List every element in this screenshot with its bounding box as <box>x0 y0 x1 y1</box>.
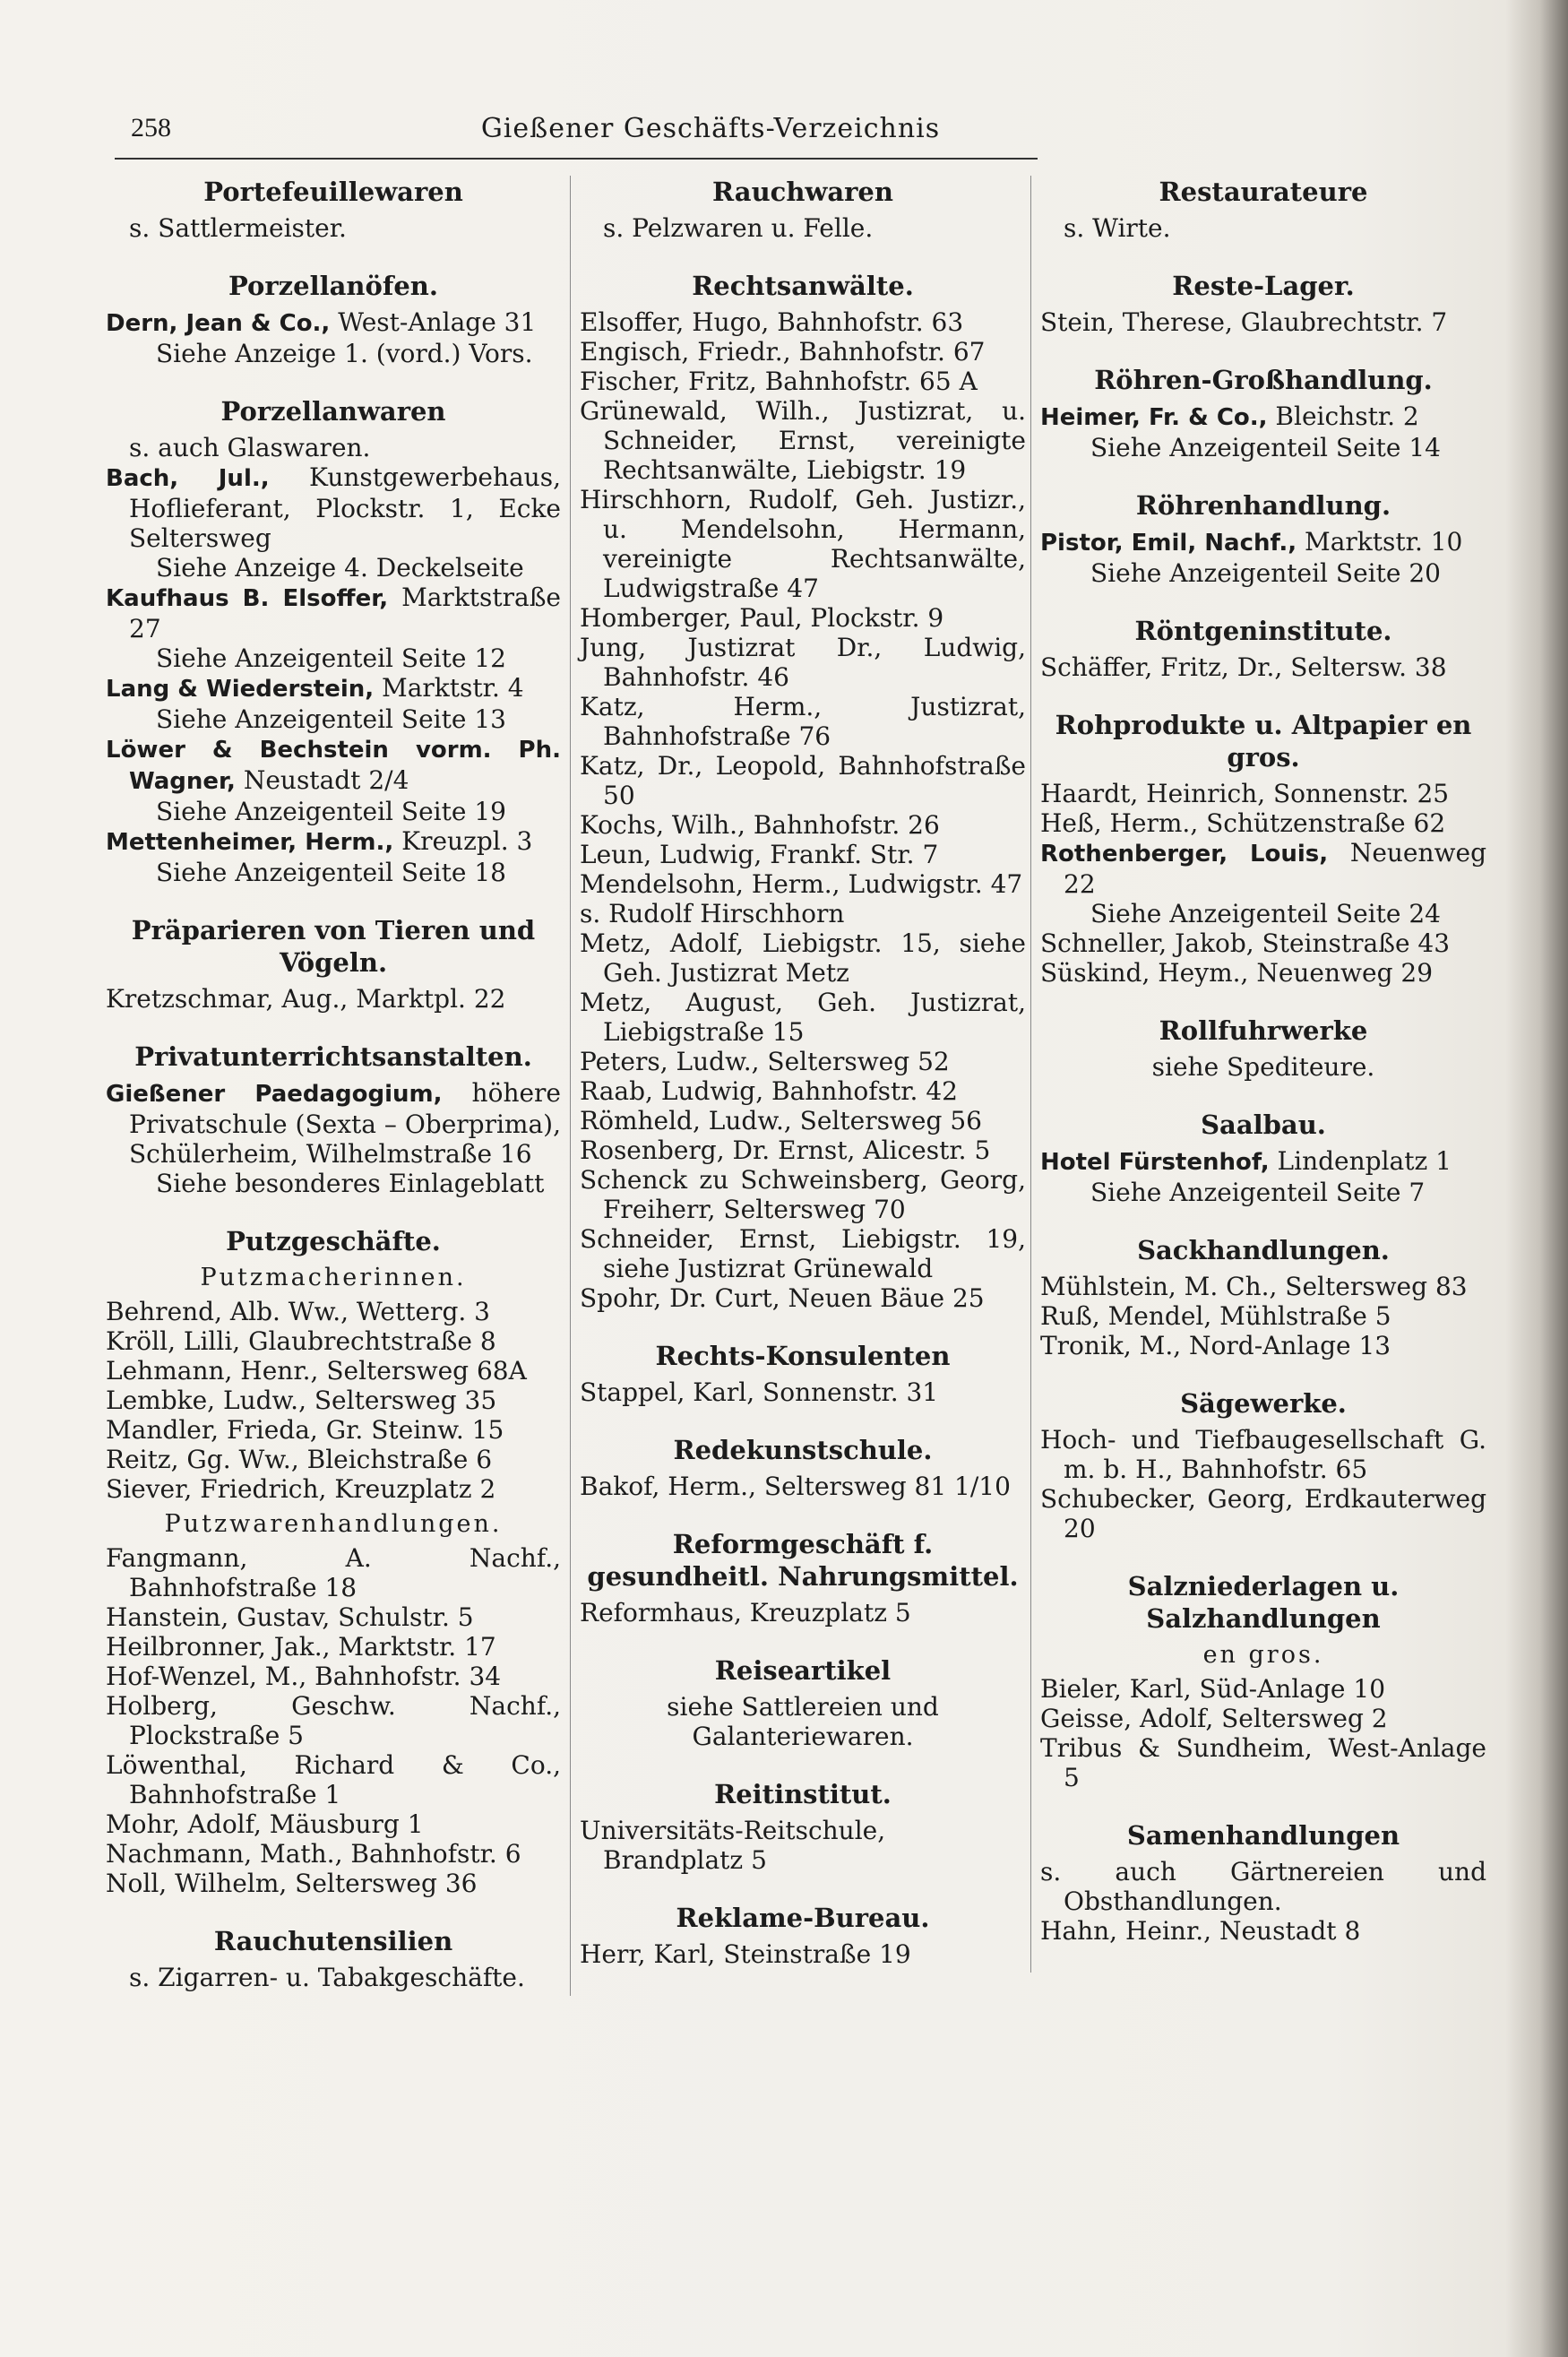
entry-details: Bakof, Herm., Seltersweg 81 1/10 <box>580 1472 1011 1501</box>
directory-entry <box>1040 1704 1486 1733</box>
subheading: Putzmacherinnen. <box>200 1264 467 1291</box>
page-number: 258 <box>131 113 171 142</box>
directory-entry <box>1040 928 1486 958</box>
entry-details: Tribus & Sundheim, West-Anlage 5 <box>1040 1733 1486 1792</box>
entry-details: Elsoffer, Hugo, Bahnhofstr. 63 <box>580 307 964 337</box>
section-heading: Restaurateure <box>1159 177 1368 207</box>
directory-section <box>1040 1387 1486 1543</box>
directory-entry <box>580 1377 1026 1407</box>
entry-note: Siehe Anzeigenteil Seite 18 <box>156 858 506 887</box>
directory-entry <box>1040 779 1486 808</box>
directory-entry <box>580 485 1026 603</box>
section-heading: Röhrenhandlung. <box>1135 490 1391 521</box>
entry-details: Mendelsohn, Herm., Ludwigstr. 47 <box>580 869 1023 899</box>
directory-section <box>1040 1570 1486 1792</box>
directory-section <box>1040 364 1486 462</box>
directory-entry <box>580 1076 1026 1106</box>
subheading: en gros. <box>1202 1641 1324 1669</box>
directory-section <box>1040 1109 1486 1207</box>
entry-details: Mühlstein, M. Ch., Seltersweg 83 <box>1040 1272 1468 1301</box>
directory-section <box>106 1040 561 1198</box>
directory-section <box>106 395 561 887</box>
entry-details: Hirschhorn, Rudolf, Geh. Justizr., u. Mendelsohn, Hermann, vereinigte Rechtsanwälte, Ludwigstraße 47 <box>580 485 1026 603</box>
entry-name: Kaufhaus B. Elsoffer, <box>106 585 389 612</box>
directory-entry <box>1040 652 1486 682</box>
entry-note: Siehe Anzeige 4. Deckelseite <box>156 553 524 583</box>
directory-section <box>1040 615 1486 682</box>
directory-section <box>580 1340 1026 1407</box>
entry-details: Lindenplatz 1 <box>1269 1146 1452 1176</box>
column-1 <box>106 176 561 2019</box>
entry-details: Ruß, Mendel, Mühlstraße 5 <box>1040 1301 1391 1331</box>
section-heading: Redekunstschule. <box>673 1435 933 1465</box>
section-heading: Rauchutensilien <box>213 1926 453 1956</box>
entry-details: Geisse, Adolf, Seltersweg 2 <box>1040 1704 1388 1733</box>
section-heading: Sackhandlungen. <box>1137 1235 1390 1265</box>
directory-section <box>580 1654 1026 1751</box>
directory-entry <box>106 826 561 858</box>
entry-name: Lang & Wiederstein, <box>106 676 375 703</box>
entry-note: Siehe Anzeigenteil Seite 24 <box>1090 899 1441 928</box>
entry-details: Heilbronner, Jak., Marktstr. 17 <box>106 1632 496 1662</box>
entry-details: Süskind, Heym., Neuenweg 29 <box>1040 958 1434 988</box>
directory-entry <box>106 1869 561 1898</box>
directory-entry <box>580 810 1026 840</box>
directory-section <box>106 1225 561 1898</box>
entry-details: Leun, Ludwig, Frankf. Str. 7 <box>580 840 939 869</box>
entry-details: Kretzschmar, Aug., Marktpl. 22 <box>106 984 506 1014</box>
section-heading: Präparieren von Tieren und Vögeln. <box>131 915 536 978</box>
entry-details: Lembke, Ludw., Seltersweg 35 <box>106 1386 497 1415</box>
directory-entry <box>106 1386 561 1415</box>
directory-section <box>580 1528 1026 1627</box>
directory-entry <box>1040 1272 1486 1301</box>
entry-details: Kreuzpl. 3 <box>393 826 533 856</box>
entry-details: Fangmann, A. Nachf., Bahnhofstraße 18 <box>106 1543 561 1602</box>
section-heading: Röhren-Großhandlung. <box>1094 365 1433 395</box>
section-heading: Privatunterrichtsanstalten. <box>134 1041 532 1072</box>
section-heading: Rechts-Konsulenten <box>655 1341 951 1371</box>
entry-details: Engisch, Friedr., Bahnhofstr. 67 <box>580 337 986 367</box>
section-heading: Röntgeninstitute. <box>1134 616 1392 646</box>
entry-details: Hahn, Heinr., Neustadt 8 <box>1040 1916 1361 1946</box>
directory-section <box>106 914 561 1014</box>
entry-details: Universitäts-Reitschule, Brandplatz 5 <box>580 1816 886 1875</box>
directory-entry <box>580 1472 1026 1501</box>
directory-section <box>1040 176 1486 243</box>
entry-details: s. Rudolf Hirschhorn <box>580 899 845 928</box>
section-heading: Sägewerke. <box>1180 1388 1347 1419</box>
entry-details: Metz, August, Geh. Justizrat, Liebigstraße 15 <box>580 988 1026 1047</box>
directory-entry <box>106 1750 561 1809</box>
section-heading: Putzgeschäfte. <box>226 1226 441 1256</box>
directory-entry <box>1040 401 1486 433</box>
directory-section <box>580 176 1026 243</box>
entry-details: Noll, Wilhelm, Seltersweg 36 <box>106 1869 478 1898</box>
cross-reference: s. Pelzwaren u. Felle. <box>603 213 874 243</box>
entry-name: Dern, Jean & Co., <box>106 310 331 337</box>
directory-entry <box>106 1839 561 1869</box>
directory-entry <box>580 751 1026 810</box>
directory-entry <box>580 603 1026 633</box>
directory-entry <box>106 1415 561 1445</box>
directory-entry <box>1040 808 1486 838</box>
running-title: Gießener Geschäfts-Verzeichnis <box>480 113 941 144</box>
cross-reference: s. Zigarren- u. Tabakgeschäfte. <box>129 1963 525 1992</box>
directory-entry <box>106 1691 561 1750</box>
entry-details: Nachmann, Math., Bahnhofstr. 6 <box>106 1839 521 1869</box>
section-heading: Rauchwaren <box>712 177 893 207</box>
entry-details: Raab, Ludwig, Bahnhofstr. 42 <box>580 1076 958 1106</box>
entry-details: Herr, Karl, Steinstraße 19 <box>580 1939 911 1969</box>
directory-entry <box>106 984 561 1014</box>
entry-details: Haardt, Heinrich, Sonnenstr. 25 <box>1040 779 1450 808</box>
entry-details: Hoch- und Tiefbaugesellschaft G. m. b. H., Bahnhofstr. 65 <box>1040 1425 1486 1484</box>
entry-details: Neustadt 2/4 <box>235 765 409 795</box>
entry-details: West-Anlage 31 <box>330 307 537 337</box>
entry-details: Löwenthal, Richard & Co., Bahnhofstraße 1 <box>106 1750 561 1809</box>
entry-note: Siehe Anzeigenteil Seite 20 <box>1090 558 1441 588</box>
directory-entry <box>580 307 1026 337</box>
directory-entry <box>580 367 1026 396</box>
directory-section <box>1040 489 1486 588</box>
directory-entry <box>1040 1484 1486 1543</box>
entry-details: Rosenberg, Dr. Ernst, Alicestr. 5 <box>580 1135 991 1165</box>
directory-entry <box>1040 1146 1486 1178</box>
directory-entry <box>106 1356 561 1386</box>
directory-entry <box>580 337 1026 367</box>
entry-name: Pistor, Emil, Nachf., <box>1040 530 1297 557</box>
directory-entry <box>580 692 1026 751</box>
cross-reference: siehe Sattlereien und <box>667 1692 939 1722</box>
entry-details: Römheld, Ludw., Seltersweg 56 <box>580 1106 982 1135</box>
entry-details: Hanstein, Gustav, Schulstr. 5 <box>106 1602 474 1632</box>
directory-entry <box>580 1047 1026 1076</box>
entry-details: Kröll, Lilli, Glaubrechtstraße 8 <box>106 1326 496 1356</box>
entry-details: Neuenweg 22 <box>1064 838 1486 899</box>
directory-section <box>106 270 561 368</box>
page-edge-shadow <box>1505 0 1568 2357</box>
directory-section <box>1040 270 1486 337</box>
section-heading: Saalbau. <box>1201 1109 1326 1140</box>
section-heading: Reste-Lager. <box>1172 271 1355 301</box>
entry-note: Siehe Anzeigenteil Seite 13 <box>156 704 506 734</box>
directory-entry <box>580 1135 1026 1165</box>
entry-details: Marktstr. 4 <box>374 673 524 703</box>
section-heading: Salzniederlagen u. Salzhandlungen <box>1127 1571 1400 1634</box>
column-2 <box>570 176 1026 1996</box>
entry-details: höhere Privatschule (Sexta – Oberprima), Schülerheim, Wilhelmstraße 16 <box>129 1078 561 1169</box>
entry-details: Peters, Ludw., Seltersweg 52 <box>580 1047 950 1076</box>
section-heading: Porzellanöfen. <box>228 271 438 301</box>
directory-entry <box>106 1632 561 1662</box>
directory-section <box>580 1902 1026 1969</box>
entry-details: Schäffer, Fritz, Dr., Seltersw. 38 <box>1040 652 1447 682</box>
directory-entry <box>106 1543 561 1602</box>
directory-entry <box>1040 1733 1486 1792</box>
entry-details: Bieler, Karl, Süd-Anlage 10 <box>1040 1674 1386 1704</box>
directory-entry <box>1040 1857 1486 1916</box>
directory-entry <box>580 1224 1026 1283</box>
directory-entry <box>106 462 561 553</box>
entry-details: Reitz, Gg. Ww., Bleichstraße 6 <box>106 1445 493 1474</box>
subheading: Putzwarenhandlungen. <box>164 1510 503 1538</box>
directory-entry <box>106 1078 561 1169</box>
directory-entry <box>580 1598 1026 1627</box>
entry-details: Spohr, Dr. Curt, Neuen Bäue 25 <box>580 1283 985 1313</box>
entry-details: Mohr, Adolf, Mäusburg 1 <box>106 1809 424 1839</box>
directory-section <box>106 1925 561 1992</box>
cross-reference: Galanteriewaren. <box>692 1722 914 1751</box>
page-header <box>115 109 1038 160</box>
entry-details: Schneller, Jakob, Steinstraße 43 <box>1040 928 1451 958</box>
cross-reference: s. Wirte. <box>1064 213 1171 243</box>
directory-entry <box>1040 1301 1486 1331</box>
entry-note: Siehe Anzeigenteil Seite 12 <box>156 643 506 673</box>
directory-entry <box>1040 1425 1486 1484</box>
directory-entry <box>106 1445 561 1474</box>
directory-entry <box>106 1602 561 1632</box>
directory-entry <box>580 869 1026 899</box>
directory-entry <box>580 633 1026 692</box>
entry-details: Heß, Herm., Schützenstraße 62 <box>1040 808 1446 838</box>
entry-details: Behrend, Alb. Ww., Wetterg. 3 <box>106 1297 490 1326</box>
section-heading: Reitinstitut. <box>714 1779 892 1809</box>
directory-section <box>1040 1234 1486 1360</box>
section-heading: Reformgeschäft f. gesundheitl. Nahrungsmittel. <box>587 1529 1019 1592</box>
entry-details: Bleichstr. 2 <box>1267 401 1419 431</box>
entry-name: Rothenberger, Louis, <box>1040 841 1329 868</box>
entry-details: Tronik, M., Nord-Anlage 13 <box>1040 1331 1391 1360</box>
section-heading: Samenhandlungen <box>1126 1820 1400 1851</box>
entry-details: Stein, Therese, Glaubrechtstr. 7 <box>1040 307 1448 337</box>
directory-entry <box>580 928 1026 988</box>
directory-entry <box>106 673 561 704</box>
directory-entry <box>580 396 1026 485</box>
cross-reference: s. auch Glaswaren. <box>129 433 371 462</box>
entry-details: Mandler, Frieda, Gr. Steinw. 15 <box>106 1415 504 1445</box>
entry-details: Grünewald, Wilh., Justizrat, u. Schneider, Ernst, vereinigte Rechtsanwälte, Liebigstr. 19 <box>580 396 1026 485</box>
entry-details: Schubecker, Georg, Erdkauterweg 20 <box>1040 1484 1486 1543</box>
entry-note: Siehe Anzeigenteil Seite 14 <box>1090 433 1441 462</box>
entry-details: Stappel, Karl, Sonnenstr. 31 <box>580 1377 939 1407</box>
directory-entry <box>1040 958 1486 988</box>
directory-entry <box>106 307 561 339</box>
entry-details: Siever, Friedrich, Kreuzplatz 2 <box>106 1474 496 1504</box>
entry-details: Schneider, Ernst, Liebigstr. 19, siehe Justizrat Grünewald <box>580 1224 1026 1283</box>
entry-note: Siehe besonderes Einlageblatt <box>156 1169 545 1198</box>
directory-section <box>1040 709 1486 988</box>
section-heading: Reklame-Bureau. <box>676 1903 930 1933</box>
cross-reference: siehe Spediteure. <box>1151 1052 1375 1082</box>
directory-entry <box>1040 1674 1486 1704</box>
entry-details: Marktstraße 27 <box>129 583 562 643</box>
directory-entry <box>1040 1331 1486 1360</box>
section-heading: Rollfuhrwerke <box>1159 1015 1368 1046</box>
entry-details: Katz, Dr., Leopold, Bahnhofstraße 50 <box>580 751 1026 810</box>
directory-section <box>580 1778 1026 1875</box>
entry-details: Lehmann, Henr., Seltersweg 68A <box>106 1356 527 1386</box>
directory-section <box>580 270 1026 1313</box>
directory-entry <box>580 988 1026 1047</box>
entry-details: Katz, Herm., Justizrat, Bahnhofstraße 76 <box>580 692 1026 751</box>
directory-entry <box>1040 838 1486 899</box>
section-heading: Portefeuillewaren <box>203 177 463 207</box>
entry-details: Holberg, Geschw. Nachf., Plockstraße 5 <box>106 1691 561 1750</box>
directory-entry <box>580 1165 1026 1224</box>
entry-details: s. auch Gärtnereien und Obsthandlungen. <box>1040 1857 1486 1916</box>
section-heading: Rechtsanwälte. <box>692 271 914 301</box>
entry-details: Hof-Wenzel, M., Bahnhofstr. 34 <box>106 1662 502 1691</box>
directory-section <box>580 1434 1026 1501</box>
entry-details: Marktstr. 10 <box>1297 527 1463 557</box>
entry-name: Gießener Paedagogium, <box>106 1081 443 1108</box>
entry-details: Kochs, Wilh., Bahnhofstr. 26 <box>580 810 940 840</box>
entry-details: Jung, Justizrat Dr., Ludwig, Bahnhofstr. 46 <box>580 633 1026 692</box>
entry-note: Siehe Anzeigenteil Seite 19 <box>156 797 506 826</box>
directory-entry <box>106 1297 561 1326</box>
column-3 <box>1030 176 1486 1973</box>
cross-reference: s. Sattlermeister. <box>129 213 347 243</box>
entry-details: Metz, Adolf, Liebigstr. 15, siehe Geh. Justizrat Metz <box>580 928 1026 988</box>
directory-entry <box>580 1106 1026 1135</box>
directory-section <box>106 176 561 243</box>
directory-entry <box>580 899 1026 928</box>
entry-name: Mettenheimer, Herm., <box>106 829 394 856</box>
directory-entry <box>106 1474 561 1504</box>
directory-entry <box>1040 1916 1486 1946</box>
directory-entry <box>106 583 561 643</box>
directory-entry <box>106 1809 561 1839</box>
directory-entry <box>106 734 561 797</box>
entry-name: Heimer, Fr. & Co., <box>1040 404 1268 431</box>
directory-entry <box>106 1326 561 1356</box>
directory-entry <box>580 1283 1026 1313</box>
directory-entry <box>580 1816 1026 1875</box>
directory-entry <box>1040 527 1486 558</box>
entry-name: Löwer & Bechstein vorm. Ph. Wagner, <box>106 737 561 795</box>
entry-details: Homberger, Paul, Plockstr. 9 <box>580 603 944 633</box>
directory-entry <box>580 840 1026 869</box>
entry-details: Reformhaus, Kreuzplatz 5 <box>580 1598 911 1627</box>
section-heading: Rohprodukte u. Altpapier en gros. <box>1055 710 1472 773</box>
directory-entry <box>580 1939 1026 1969</box>
section-heading: Reiseartikel <box>714 1655 892 1686</box>
directory-entry <box>106 1662 561 1691</box>
entry-note: Siehe Anzeigenteil Seite 7 <box>1090 1178 1426 1207</box>
entry-details: Kunstgewerbehaus, Hoflieferant, Plockstr. 1, Ecke Seltersweg <box>129 462 561 553</box>
entry-note: Siehe Anzeige 1. (vord.) Vors. <box>156 339 533 368</box>
directory-section <box>1040 1819 1486 1946</box>
entry-name: Hotel Fürstenhof, <box>1040 1149 1270 1176</box>
entry-name: Bach, Jul., <box>106 465 270 492</box>
entry-details: Schenck zu Schweinsberg, Georg, Freiherr, Seltersweg 70 <box>580 1165 1026 1224</box>
entry-details: Fischer, Fritz, Bahnhofstr. 65 A <box>580 367 978 396</box>
directory-section <box>1040 1014 1486 1082</box>
directory-entry <box>1040 307 1486 337</box>
section-heading: Porzellanwaren <box>220 396 446 427</box>
